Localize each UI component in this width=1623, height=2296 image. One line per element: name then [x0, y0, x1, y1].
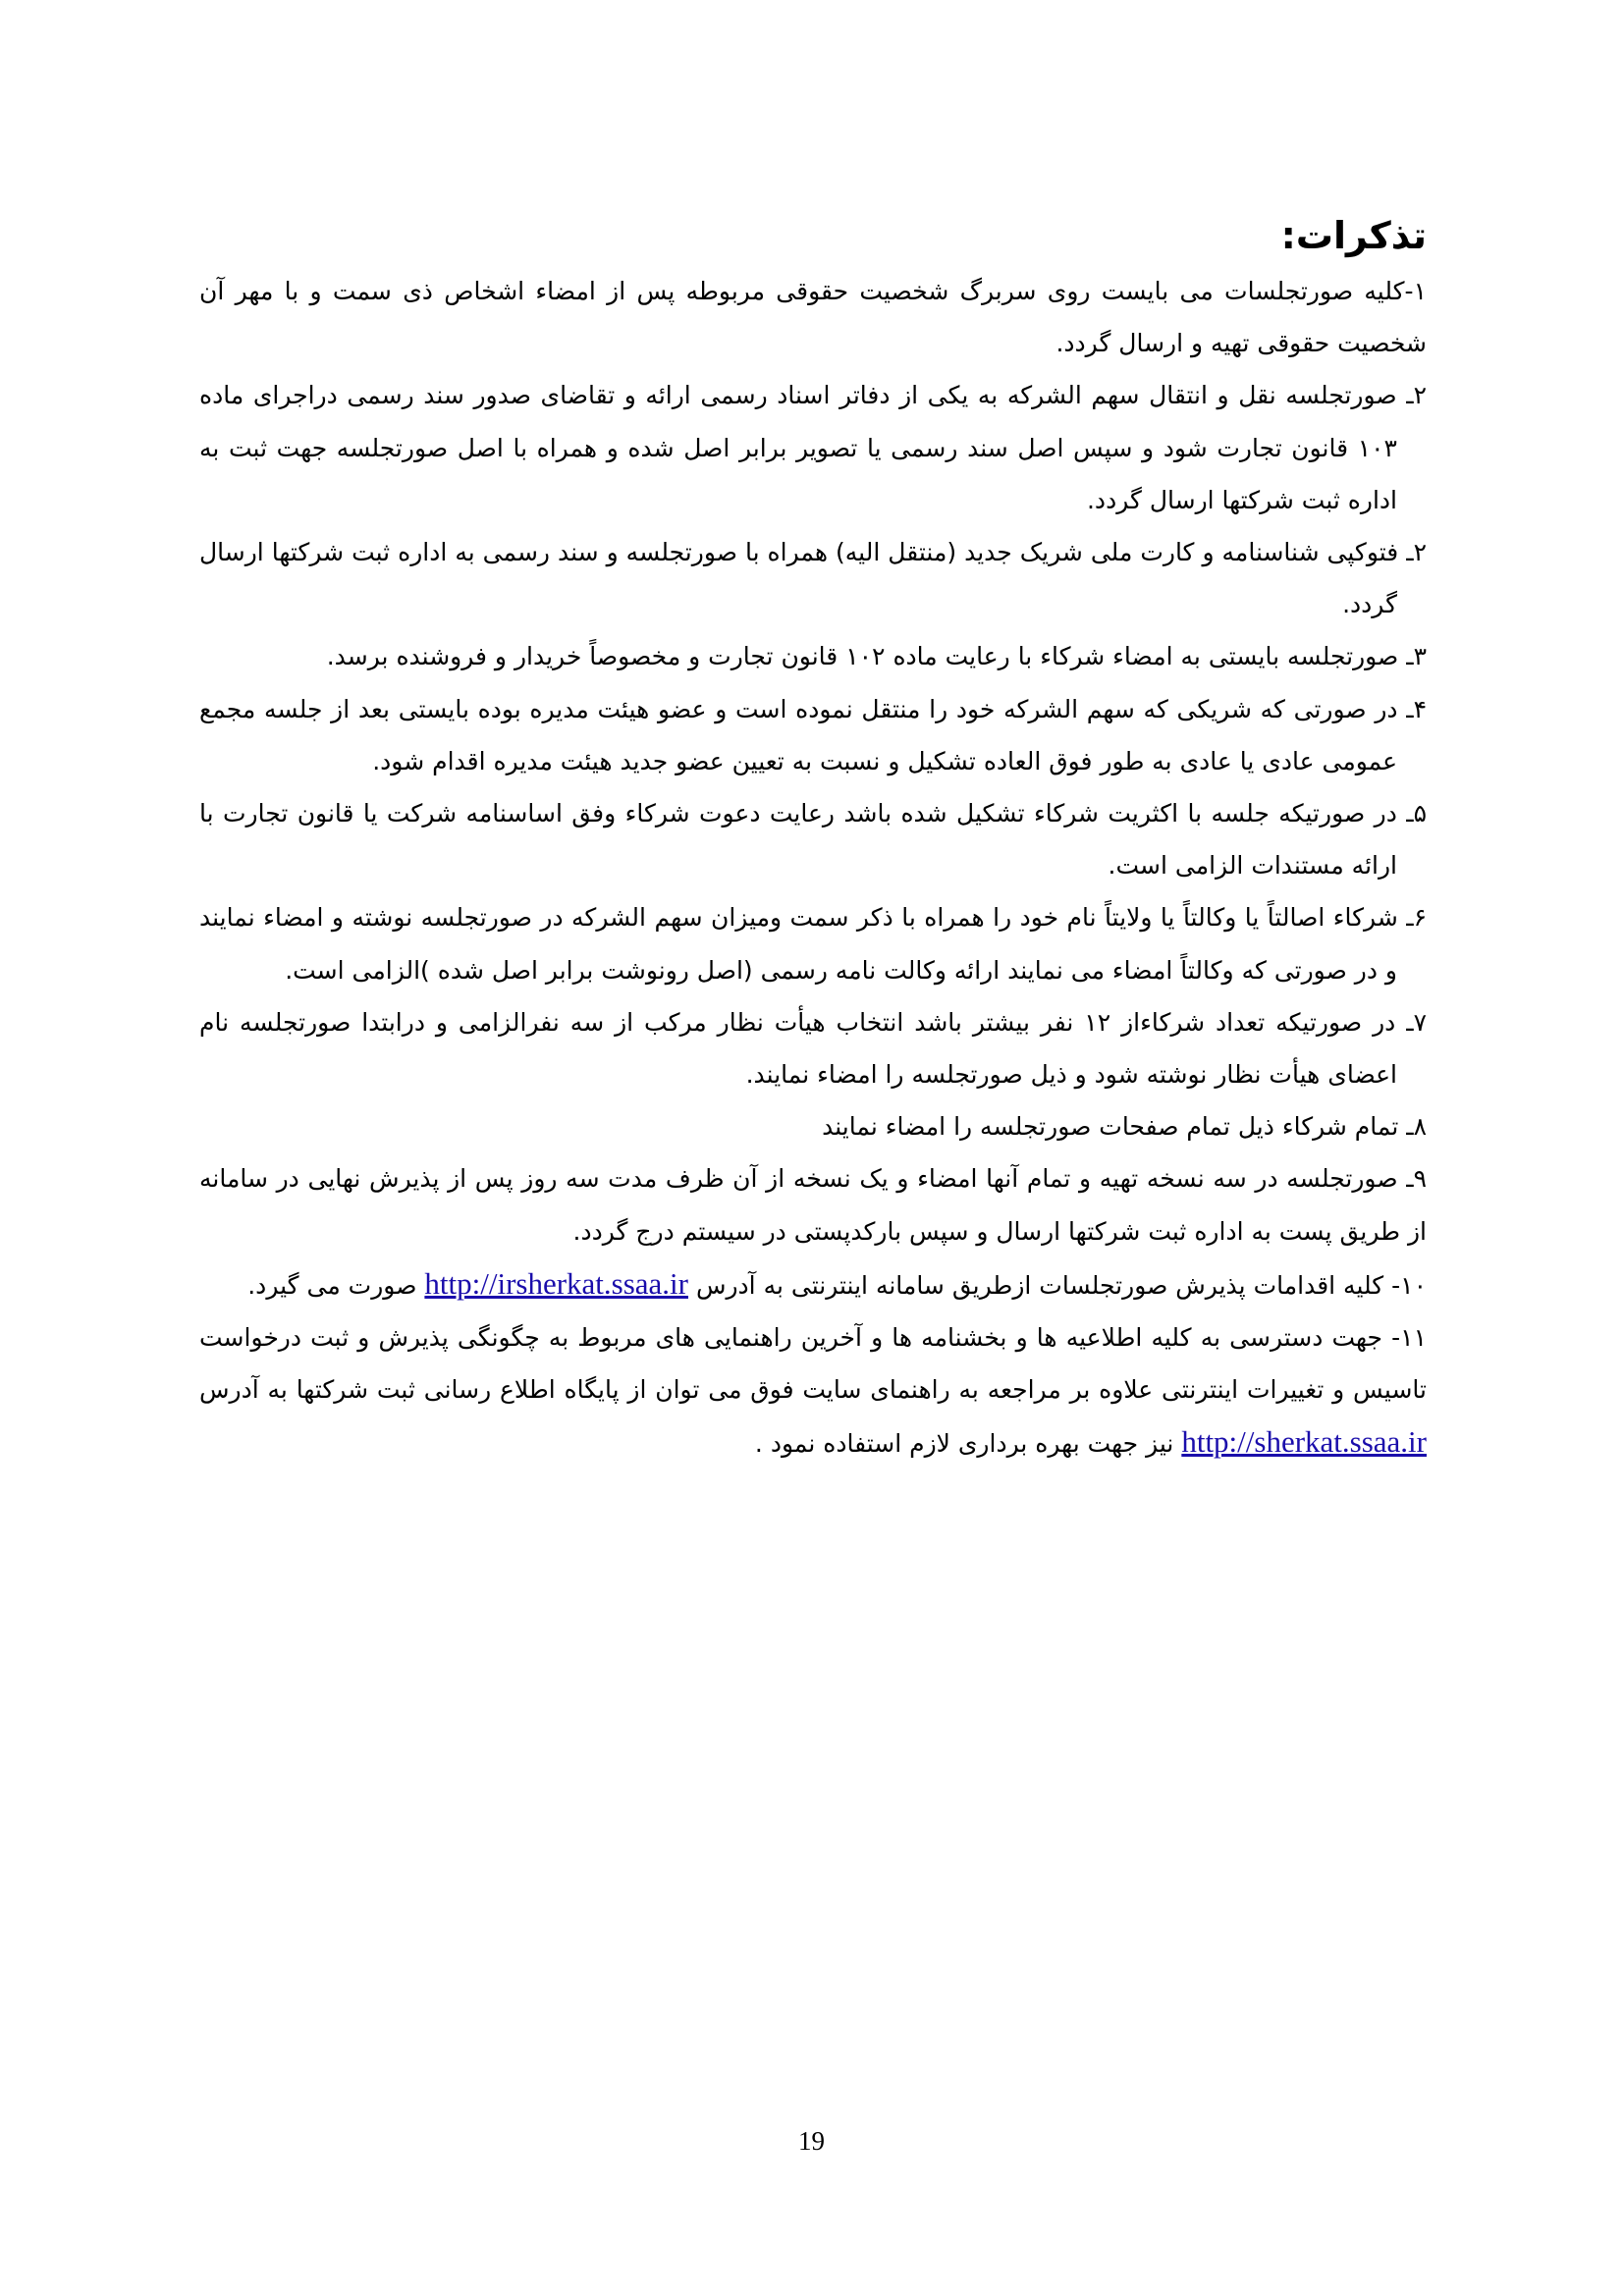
note-item-4: ۳ـ صورتجلسه بایستی به امضاء شرکاء با رعایت ماده ۱۰۲ قانون تجارت و مخصوصاً خریدار و فروشنده برسد.	[326, 642, 1427, 671]
note-item-5: ۴ـ در صورتی که شریکی که سهم الشرکه خود را منتقل نموده است و عضو هیئت مدیره بوده بایستی بعد از جلسه مجمع عمومی عادی یا عادی به طور فوق العاده تشکیل و نسبت به تعیین عضو جدید هیئت مدیره اقدام شود.	[199, 694, 1427, 775]
note-item-11	[199, 1257, 1427, 1311]
irsherkat-link[interactable]: http://irsherkat.ssaa.ir	[424, 1265, 688, 1301]
page-number: 19	[798, 2126, 825, 2156]
note-item-12-text-before: ۱۱- جهت دسترسی به کلیه اطلاعیه ها و بخشنامه ها و آخرین راهنمایی های مربوط به چگونگی پذیرش و ثبت درخواست تاسیس و تغییرات اینترنتی علاوه بر مراجعه به راهنمای سایت فوق می توان از پایگاه اطلاع رسانی ثبت شرکتها به آدرس	[199, 1323, 1427, 1405]
note-item-3: ۲ـ فتوکپی شناسنامه و کارت ملی شریک جدید (منتقل الیه) همراه با صورتجلسه و سند رسمی به اداره ثبت شرکتها ارسال گردد.	[199, 538, 1427, 619]
note-item-6: ۵ـ در صورتیکه جلسه با اکثریت شرکاء تشکیل شده باشد رعایت دعوت شرکاء وفق اساسنامه شرکت یا قانون تجارت با ارائه مستندات الزامی است.	[199, 799, 1427, 881]
note-item-11-text-after: صورت می گیرد.	[247, 1270, 417, 1300]
note-item-11-text-before: ۱۰- کلیه اقدامات پذیرش صورتجلسات ازطریق سامانه اینترنتی به آدرس	[695, 1270, 1427, 1300]
notes-list	[199, 265, 1427, 1470]
note-item-10: ۹ـ صورتجلسه در سه نسخه تهیه و تمام آنها امضاء و یک نسخه از آن ظرف مدت سه روز پس از پذیرش نهایی در سامانه از طریق پست به اداره ثبت شرکتها ارسال و سپس بارکدپستی در سیستم درج گردد.	[199, 1164, 1427, 1246]
note-item-2: ۲ـ صورتجلسه نقل و انتقال سهم الشرکه به یکی از دفاتر اسناد رسمی ارائه و تقاضای صدور سند رسمی دراجرای ماده ۱۰۳ قانون تجارت شود و سپس اصل سند رسمی یا تصویر برابر اصل شده و همراه با اصل صورتجلسه جهت ثبت به اداره ثبت شرکتها ارسال گردد.	[199, 381, 1427, 514]
note-item-1: ۱-کلیه صورتجلسات می بایست روی سربرگ شخصیت حقوقی مربوطه پس از امضاء اشخاص ذی سمت و با مهر آن شخصیت حقوقی تهیه و ارسال گردد.	[199, 277, 1427, 358]
note-item-12	[199, 1311, 1427, 1470]
page-title: تذکرات:	[1280, 214, 1427, 257]
note-item-12-text-after: نیز جهت بهره برداری لازم استفاده نمود .	[754, 1429, 1174, 1459]
note-item-8: ۷ـ در صورتیکه تعداد شرکاءاز ۱۲ نفر بیشتر باشد انتخاب هیأت نظار مرکب از سه نفرالزامی و درابتدا صورتجلسه نام اعضای هیأت نظار نوشته شود و ذیل صورتجلسه را امضاء نمایند.	[199, 1007, 1427, 1090]
sherkat-link[interactable]: http://sherkat.ssaa.ir	[1181, 1424, 1427, 1460]
note-item-9: ۸ـ تمام شرکاء ذیل تمام صفحات صورتجلسه را امضاء نمایند	[822, 1112, 1427, 1142]
note-item-7: ۶ـ شرکاء اصالتاً یا وکالتاً یا ولایتاً نام خود را همراه با ذکر سمت ومیزان سهم الشرکه در صورتجلسه نوشته و امضاء نمایند و در صورتی که وکالتاً امضاء می نمایند ارائه وکالت نامه رسمی (اصل رونوشت برابر اصل شده )الزامی است.	[199, 903, 1427, 985]
